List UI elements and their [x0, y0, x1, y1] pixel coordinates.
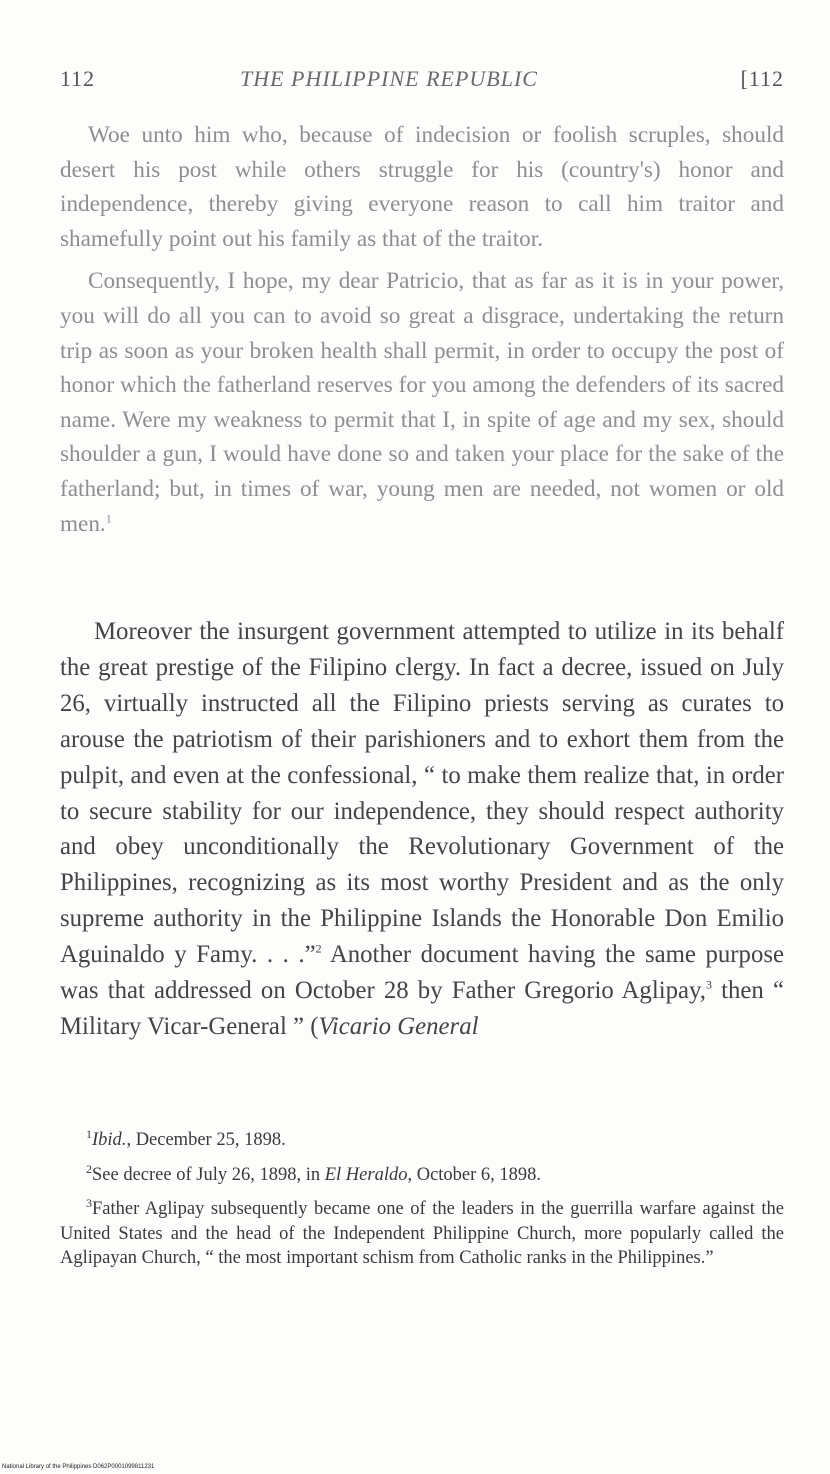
main-paragraph-text	[60, 614, 784, 1045]
quote-paragraph-1: Woe unto him who, because of indecision or foolish scruples, should desert his post while others struggle for his (country's) honor and independence, thereby giving everyone reason to call him traitor and shamefully point out his family as that of the traitor.	[60, 122, 784, 252]
scan-credit: National Library of the Philippines D062P0001099811231	[2, 1464, 155, 1470]
main-text-part-3: then “ Military Vicar-General ” (	[60, 977, 784, 1040]
page-number-left: 112	[60, 66, 96, 91]
main-text-italic: Vicario General	[318, 1012, 479, 1040]
footnote-2-italic: El Heraldo	[324, 1164, 408, 1185]
running-title: THE PHILIPPINE REPUBLIC	[240, 66, 538, 91]
main-paragraph	[60, 614, 784, 1045]
footnotes	[60, 1128, 784, 1281]
footnote-3-mark: 3	[86, 1196, 92, 1211]
footnote-2-text: See decree of July 26, 1898, in	[92, 1164, 325, 1185]
main-text-part-1: Moreover the insurgent government attempted to utilize in its behalf the great prestige of the Filipino clergy. In fact a decree, issued on July 26, virtually instructed all the Filipino priests serving as curates to arouse the patriotism of their parishioners and to exhort them from the pulpit, and even at the confessional, “ to make them realize that, in order to secure stability for our independence, they should respect authority and obey unconditionally the Revolutionary Government of the Philippines, recognizing as its most worthy President and as the only supreme authority in the Philippine Islands the Honorable Don Emilio Aguinaldo y Famy. . . .”	[60, 618, 784, 969]
footnote-1-italic: Ibid.	[92, 1130, 127, 1150]
footnote-2-mark: 2	[86, 1161, 92, 1176]
quote-paragraph-2	[60, 264, 784, 541]
footnote-3-text: Father Aglipay subsequently became one of the leaders in the guerrilla warfare against the United States and the head of the Independent Philippine Church, more popularly called the Aglipayan Church, “ the most important schism from Catholic ranks in the Philippines.”	[60, 1199, 784, 1269]
footnote-2-tail: , October 6, 1898.	[407, 1164, 542, 1185]
footnote-ref-2: 2	[315, 941, 322, 956]
main-text-part-2: Another document having the same purpose was that addressed on October 28 by Father Gregorio Aglipay,	[60, 941, 784, 1005]
running-header	[60, 66, 784, 102]
quoted-letter	[60, 118, 784, 549]
footnote-ref-3: 3	[706, 977, 712, 992]
footnote-1-text: , December 25, 1898.	[126, 1130, 286, 1150]
page-number-right: [112	[740, 66, 784, 91]
footnote-3	[60, 1197, 784, 1271]
footnote-1	[60, 1128, 784, 1153]
footnote-ref-1: 1	[105, 510, 112, 525]
footnote-2	[60, 1163, 784, 1188]
footnote-1-mark: 1	[86, 1126, 92, 1141]
quote-paragraph-2-text: Consequently, I hope, my dear Patricio, that as far as it is in your power, you will do all you can to avoid so great a disgrace, undertaking the return trip as soon as your broken health shall permit, in order to occupy the post of honor which the fatherland reserves for you among the defenders of its sacred name. Were my weakness to permit that I, in spite of age and my sex, should shoulder a gun, I would have done so and taken your place for the sake of the fatherland; but, in times of war, young men are needed, not women or old men.	[60, 268, 784, 537]
